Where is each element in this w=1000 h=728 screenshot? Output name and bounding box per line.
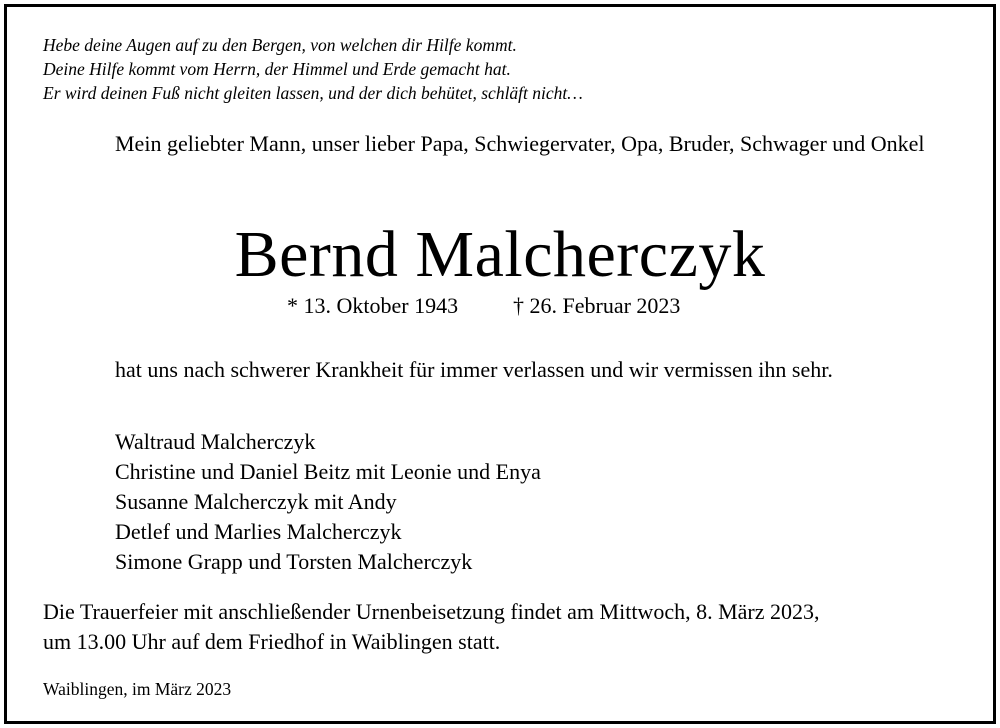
mourners-list xyxy=(115,427,541,577)
service-line: um 13.00 Uhr auf dem Friedhof in Waiblingen statt. xyxy=(43,629,501,654)
service-line: Die Trauerfeier mit anschließender Urnenbeisetzung findet am Mittwoch, 8. März 2023, xyxy=(43,599,820,624)
birth-date: * 13. Oktober 1943 xyxy=(287,293,459,318)
deceased-name: Bernd Malcherczyk xyxy=(234,218,766,291)
verse-line: Deine Hilfe kommt vom Herrn, der Himmel und Erde gemacht hat. xyxy=(43,59,511,79)
funeral-service-info xyxy=(43,597,983,657)
mourner-name: Simone Grapp und Torsten Malcherczyk xyxy=(115,549,473,574)
verse-line: Hebe deine Augen auf zu den Bergen, von welchen dir Hilfe kommt. xyxy=(43,35,517,55)
place-and-date: Waiblingen, im März 2023 xyxy=(43,679,232,699)
obituary-notice xyxy=(4,4,996,724)
bible-verse xyxy=(43,33,583,105)
mourner-name: Christine und Daniel Beitz mit Leonie und Enya xyxy=(115,459,541,484)
farewell-message: hat uns nach schwerer Krankheit für immer verlassen und wir vermissen ihn sehr. xyxy=(115,357,833,382)
mourner-name: Susanne Malcherczyk mit Andy xyxy=(115,489,397,514)
death-date: † 26. Februar 2023 xyxy=(513,293,681,318)
mourner-name: Detlef und Marlies Malcherczyk xyxy=(115,519,402,544)
verse-line: Er wird deinen Fuß nicht gleiten lassen, und der dich behütet, schläft nicht… xyxy=(43,83,583,103)
mourner-name: Waltraud Malcherczyk xyxy=(115,429,316,454)
intro-text: Mein geliebter Mann, unser lieber Papa, Schwiegervater, Opa, Bruder, Schwager und Onkel xyxy=(115,131,925,156)
